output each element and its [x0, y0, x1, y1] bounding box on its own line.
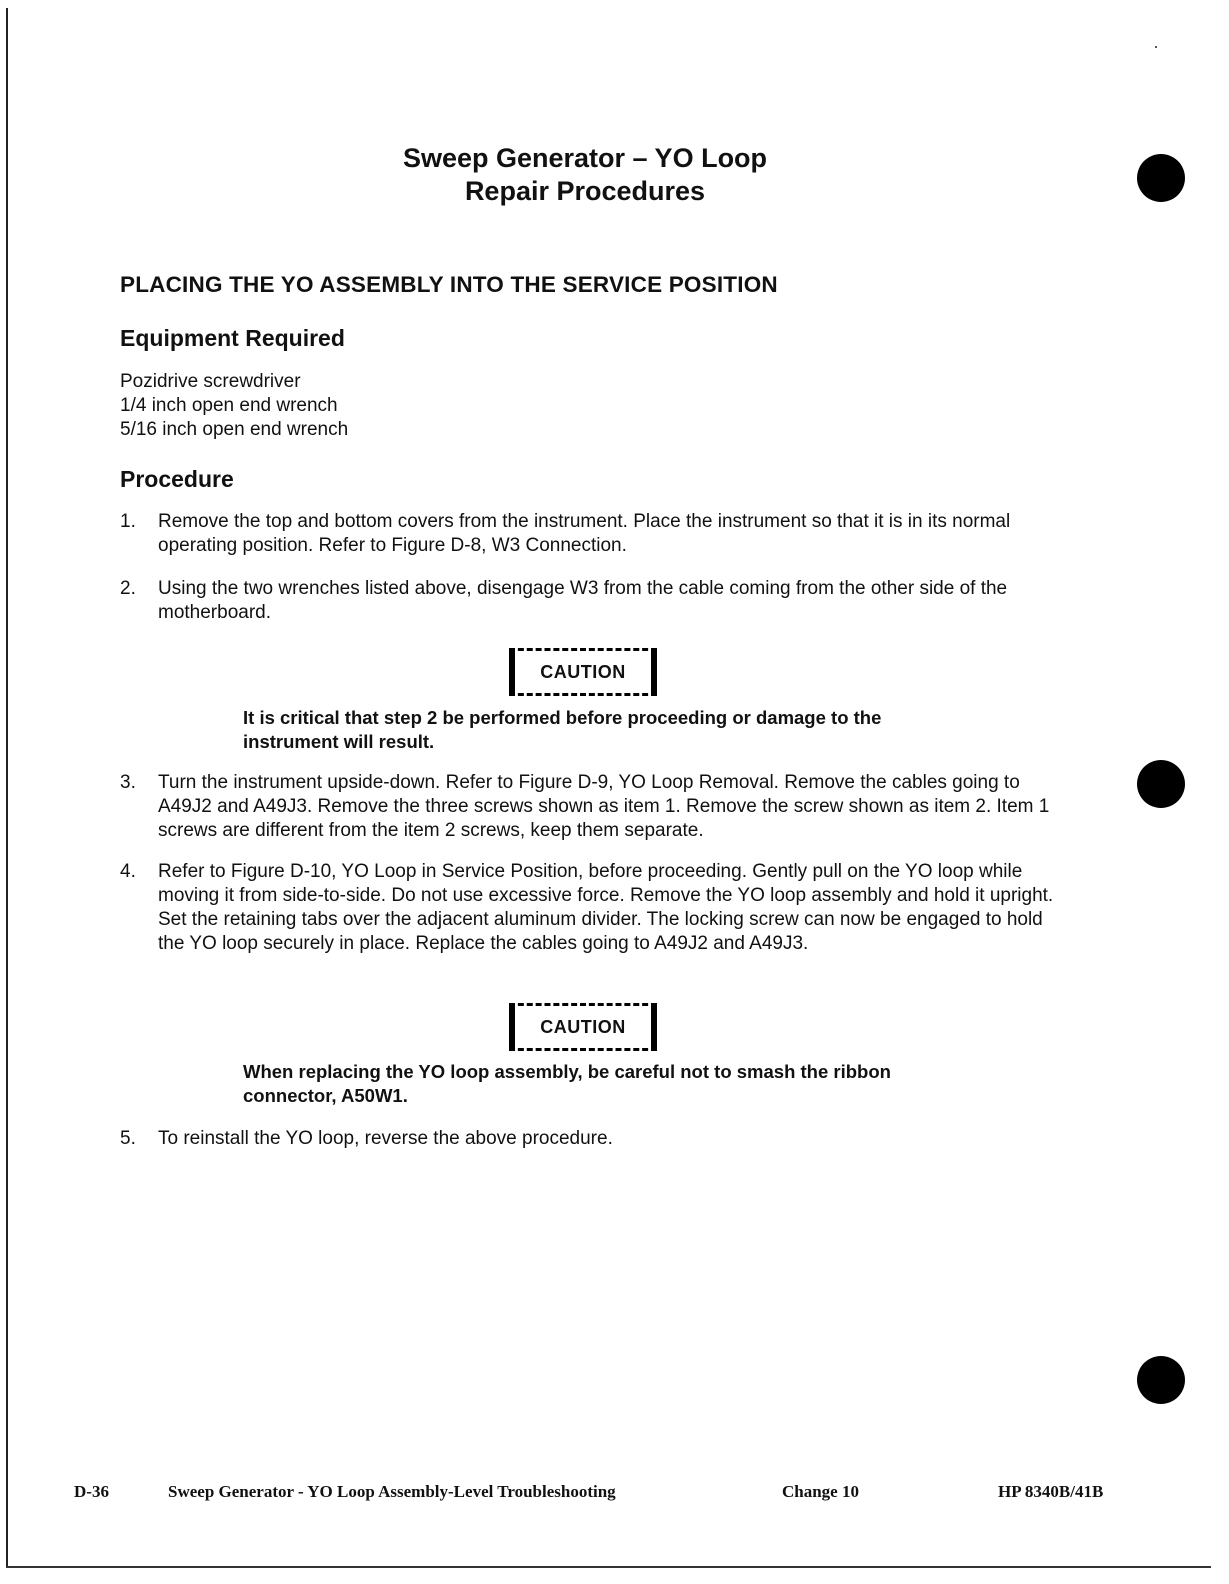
procedure-step-4	[120, 860, 1070, 956]
step-number: 2.	[120, 578, 136, 599]
equipment-item: Pozidrive screwdriver	[120, 371, 301, 392]
step-number: 4.	[120, 861, 136, 882]
footer-model: HP 8340B/41B	[998, 1482, 1104, 1501]
step-text: Remove the top and bottom covers from the instrument. Place the instrument so that it is in its normal operating position. Refer to Figure D-8, W3 Connection.	[158, 511, 1011, 556]
title-line-2: Repair Procedures	[464, 176, 706, 206]
page-title	[0, 142, 1170, 208]
equipment-list	[120, 370, 348, 442]
step-number: 5.	[120, 1128, 136, 1149]
caution-label: CAUTION	[540, 661, 626, 682]
title-line-1: Sweep Generator – YO Loop	[402, 143, 768, 173]
procedure-step-3	[120, 771, 1070, 843]
step-number: 1.	[120, 511, 136, 532]
scan-speck	[1155, 46, 1157, 48]
footer-document-title: Sweep Generator - YO Loop Assembly-Level Troubleshooting	[168, 1482, 616, 1501]
caution-text: When replacing the YO loop assembly, be careful not to smash the ribbon connector, A50W1.	[243, 1061, 891, 1106]
equipment-heading: Equipment Required	[120, 325, 345, 351]
step-text: Using the two wrenches listed above, disengage W3 from the cable coming from the other side of the motherboard.	[158, 578, 1008, 623]
procedure-step-5	[120, 1127, 1070, 1151]
equipment-item: 1/4 inch open end wrench	[120, 395, 338, 416]
procedure-step-1	[120, 510, 1070, 558]
bottom-margin-rule	[6, 1566, 1211, 1568]
caution-text: It is critical that step 2 be performed before proceeding or damage to the instrument will result.	[243, 707, 882, 752]
caution-badge	[509, 648, 657, 696]
footer-change-number: Change 10	[782, 1482, 859, 1501]
section-heading: PLACING THE YO ASSEMBLY INTO THE SERVICE POSITION	[120, 272, 778, 297]
step-text: Turn the instrument upside-down. Refer to Figure D-9, YO Loop Removal. Remove the cables going to A49J2 and A49J3. Remove the three screws shown as item 1. Remove the screw shown as item 2. Item 1 screws are different from the item 2 screws, keep them separate.	[158, 772, 1050, 841]
step-text: Refer to Figure D-10, YO Loop in Service Position, before proceeding. Gently pull on the YO loop while moving it from side-to-side. Do not use excessive force. Remove the YO loop assembly and hold it upright. Set the retaining tabs over the adjacent aluminum divider. The locking screw can now be engaged to hold the YO loop securely in place. Replace the cables going to A49J2 and A49J3.	[158, 861, 1054, 954]
procedure-heading: Procedure	[120, 466, 234, 492]
caution-badge	[509, 1003, 657, 1051]
footer-page-number: D-36	[74, 1482, 109, 1501]
step-number: 3.	[120, 772, 136, 793]
caution-label: CAUTION	[540, 1016, 626, 1037]
left-margin-rule	[6, 8, 8, 1568]
equipment-item: 5/16 inch open end wrench	[120, 419, 349, 440]
step-text: To reinstall the YO loop, reverse the above procedure.	[158, 1128, 613, 1149]
binder-hole-middle	[1137, 760, 1185, 808]
binder-hole-bottom	[1137, 1356, 1185, 1404]
procedure-step-2	[120, 577, 1070, 625]
